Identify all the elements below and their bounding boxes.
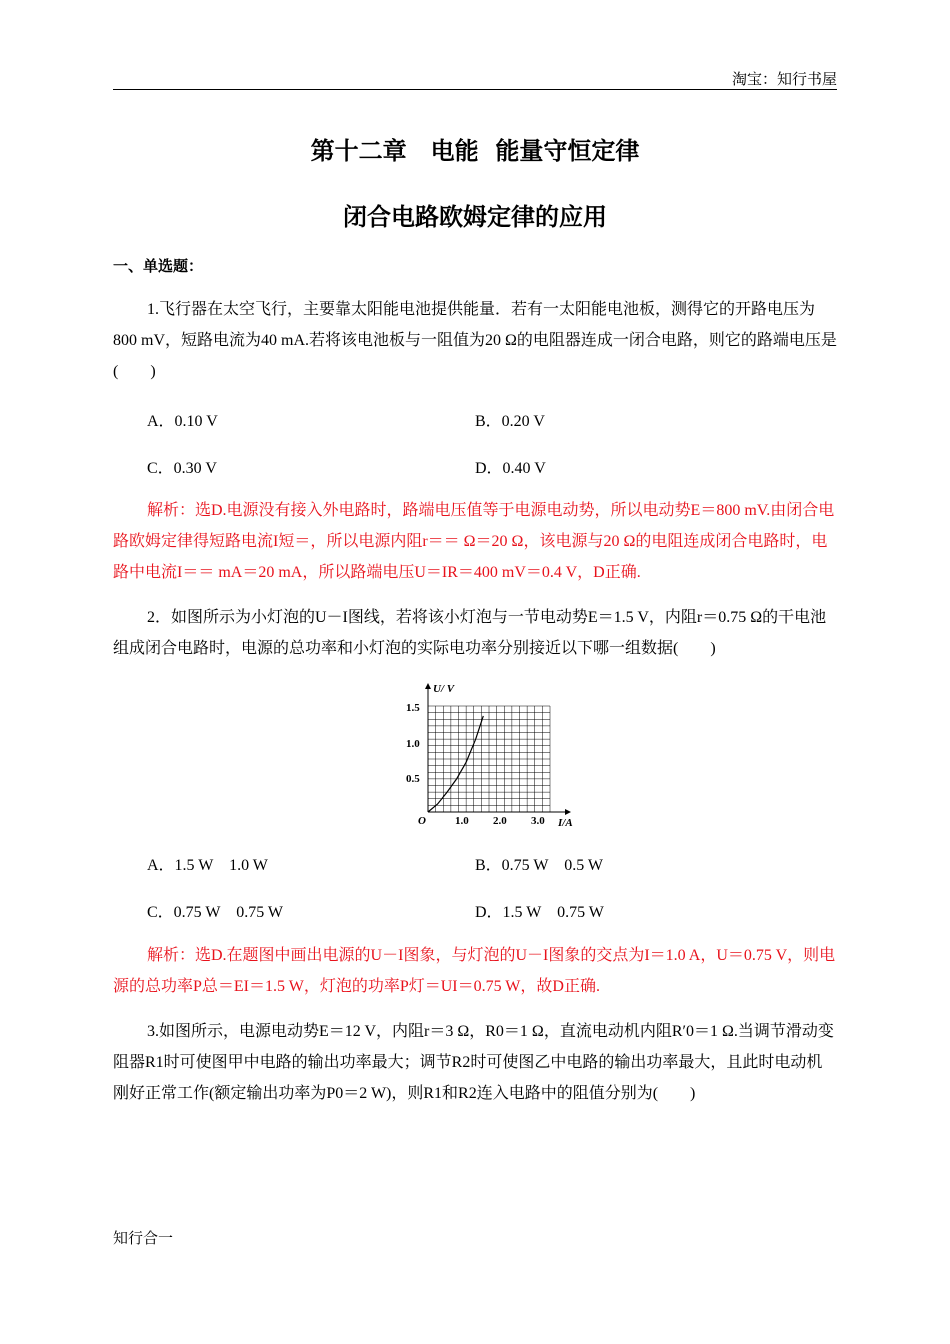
q1-option-c: C．0.30 V [147,460,217,477]
question-3-stem: 3.如图所示，电源电动势E＝12 V，内阻r＝3 Ω，R0＝1 Ω，直流电动机内阻R′0＝1 Ω.当调节滑动变阻器R1时可使图甲中电路的输出功率最大；调节R2时可使图乙中电路的输出功率最大，且此时电动机刚好正常工作(额定输出功率为P0＝2 W)，则R1和R2连入电路中的阻值分别为( ) [113,1023,834,1102]
section-heading: 一、单选题： [113,257,204,275]
q1-option-a: A．0.10 V [147,413,218,430]
graph-grid [428,706,550,812]
q1-option-b: B．0.20 V [475,413,545,430]
origin-label: O [418,815,426,827]
q2-option-d: D．1.5 W 0.75 W [475,904,604,921]
question-1-analysis: 解析：选D.电源没有接入外电路时，路端电压值等于电源电动势，所以电动势E＝800 mV.由闭合电路欧姆定律得短路电流I短＝，所以电源内阻r＝＝ Ω＝20 Ω，该电源与20 Ω的电阻连成闭合电路时，电路中电流I＝＝ mA＝20 mA，所以路端电压U＝IR＝400 mV＝0.4 V，D正确. [113,502,835,581]
q1-option-d: D．0.40 V [475,460,546,477]
y-tick-label: 1.5 [406,702,420,714]
chapter-title: 第十二章 电能 能量守恒定律 [310,137,640,165]
lesson-title: 闭合电路欧姆定律的应用 [343,203,607,231]
y-tick-label: 0.5 [406,773,420,785]
y-tick-label: 1.0 [406,738,420,750]
header-divider [113,89,837,90]
x-tick-label: 2.0 [493,815,507,827]
footer-motto: 知行合一 [113,1229,174,1247]
ui-curve [428,716,483,812]
x-tick-label: 3.0 [531,815,545,827]
x-axis-label: I/A [558,817,573,829]
question-1-stem: 1.飞行器在太空飞行，主要靠太阳能电池提供能量．若有一太阳能电池板，测得它的开路电压为800 mV，短路电流为40 mA.若将该电池板与一阻值为20 Ω的电阻器连成一闭合电路，则它的路端电压是( ) [113,301,837,380]
q2-option-c: C．0.75 W 0.75 W [147,904,284,921]
ui-graph [400,676,580,831]
header-shop-name: 淘宝：知行书屋 [731,70,837,88]
q2-option-b: B．0.75 W 0.5 W [475,857,604,874]
y-axis-label: U/ V [433,683,455,695]
q2-option-a: A．1.5 W 1.0 W [147,857,268,874]
question-2-stem: 2．如图所示为小灯泡的U－I图线，若将该小灯泡与一节电动势E＝1.5 V，内阻r＝0.75 Ω的干电池组成闭合电路时，电源的总功率和小灯泡的实际电功率分别接近以下哪一组数据( ) [113,609,827,657]
x-tick-label: 1.0 [455,815,469,827]
question-2-analysis: 解析：选D.在题图中画出电源的U－I图象，与灯泡的U－I图象的交点为I＝1.0 A，U＝0.75 V，则电源的总功率P总＝EI＝1.5 W，灯泡的功率P灯＝UI＝0.75 W，故D正确. [113,947,836,995]
